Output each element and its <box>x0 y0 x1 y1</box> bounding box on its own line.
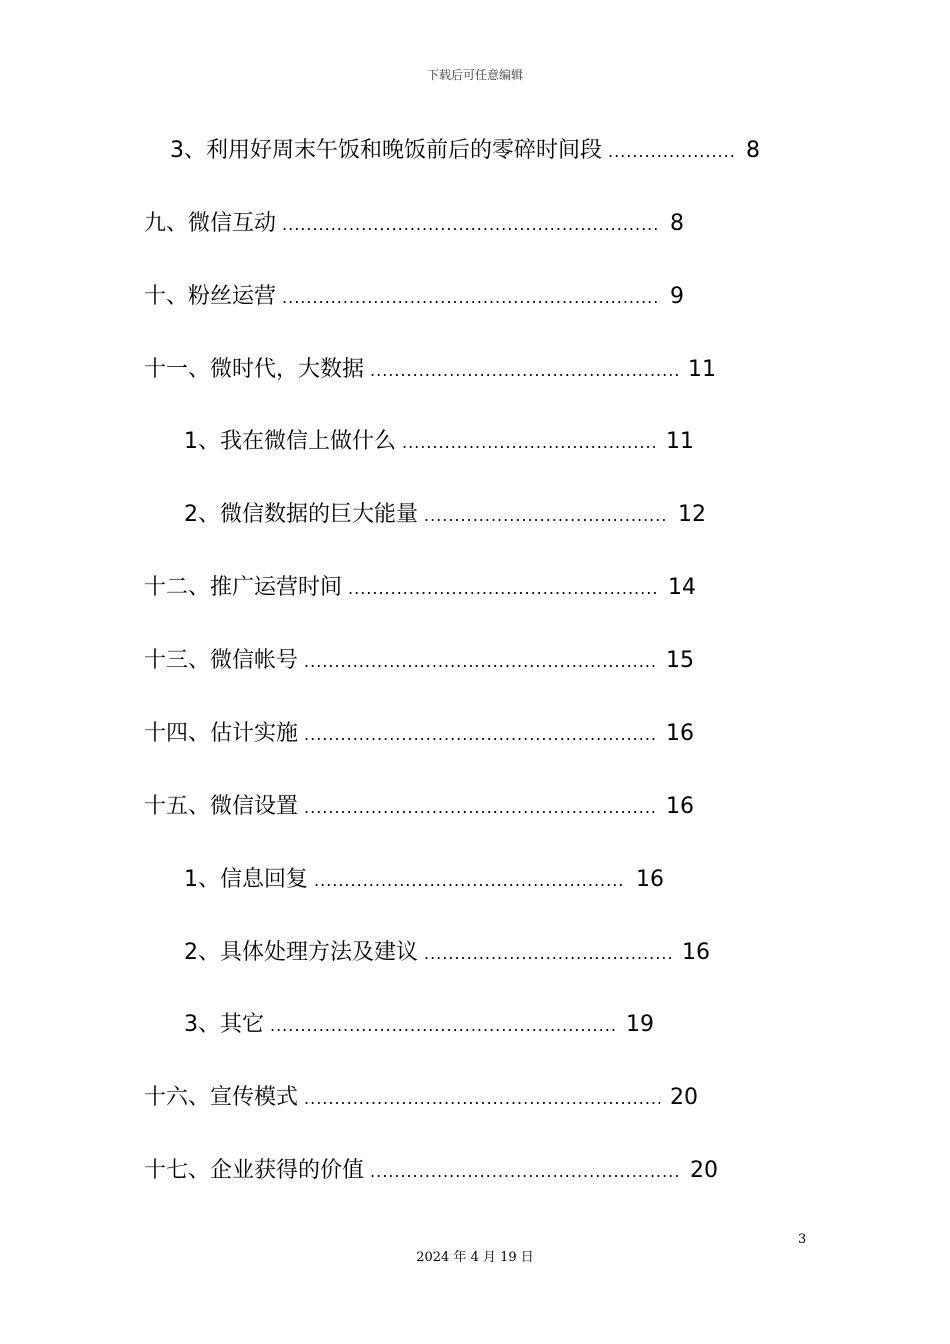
toc-entry-page: 12 <box>678 502 706 527</box>
toc-dot-leader <box>270 1010 616 1042</box>
toc-entry-page: 19 <box>626 1012 654 1037</box>
toc-dot-leader <box>424 938 672 970</box>
toc-entry-title: 3、利用好周末午饭和晚饭前后的零碎时间段 <box>170 138 602 163</box>
toc-entry-title: 2、微信数据的巨大能量 <box>184 502 418 527</box>
toc-entry[interactable] <box>184 1009 654 1041</box>
toc-dot-leader <box>304 1083 660 1115</box>
toc-dot-leader <box>424 500 668 532</box>
toc-dot-leader <box>304 646 656 678</box>
toc-entry-page: 16 <box>636 867 664 892</box>
toc-entry-page: 8 <box>746 138 760 163</box>
toc-dot-leader <box>370 355 678 387</box>
toc-dot-leader <box>282 282 660 314</box>
toc-dot-leader <box>348 573 658 605</box>
toc-entry-page: 9 <box>670 284 684 309</box>
toc-dot-leader <box>304 792 656 824</box>
toc-entry-title: 3、其它 <box>184 1012 264 1037</box>
toc-entry-title: 十四、估计实施 <box>144 721 299 746</box>
toc-entry[interactable] <box>144 1082 698 1114</box>
toc-entry-title: 十三、微信帐号 <box>144 648 299 673</box>
toc-entry[interactable] <box>184 426 694 458</box>
toc-entry[interactable] <box>184 864 664 896</box>
toc-entry-page: 11 <box>666 429 694 454</box>
toc-dot-leader <box>314 865 626 897</box>
toc-entry-title: 十、粉丝运营 <box>144 284 277 309</box>
toc-entry-title: 十一、微时代，大数据 <box>144 357 365 382</box>
toc-entry[interactable] <box>184 937 710 969</box>
toc-entry-page: 14 <box>668 575 696 600</box>
toc-entry-page: 16 <box>682 940 710 965</box>
toc-entry-page: 16 <box>666 721 694 746</box>
toc-entry-page: 8 <box>670 211 684 236</box>
toc-entry[interactable] <box>170 135 760 167</box>
toc-entry[interactable] <box>144 281 684 313</box>
toc-dot-leader <box>608 136 736 168</box>
toc-entry[interactable] <box>184 499 706 531</box>
toc-entry-title: 1、我在微信上做什么 <box>184 429 396 454</box>
toc-dot-leader <box>282 209 660 241</box>
toc-entry-title: 1、信息回复 <box>184 867 308 892</box>
toc-entry-title: 十五、微信设置 <box>144 794 299 819</box>
toc-entry-page: 16 <box>666 794 694 819</box>
toc-entry[interactable] <box>144 645 694 677</box>
toc-entry[interactable] <box>144 791 694 823</box>
toc-entry-page: 15 <box>666 648 694 673</box>
toc-entry-page: 11 <box>688 357 716 382</box>
toc-entry-title: 十六、宣传模式 <box>144 1085 299 1110</box>
toc-entry[interactable] <box>144 718 694 750</box>
toc-entry-title: 十七、企业获得的价值 <box>144 1158 365 1183</box>
toc-entry-page: 20 <box>690 1158 718 1183</box>
toc-entry[interactable] <box>144 1155 718 1187</box>
footer-date: 2024 年 4 月 19 日 <box>416 1250 534 1265</box>
page-number: 3 <box>798 1232 807 1247</box>
header-note: 下载后可任意编辑 <box>426 68 523 82</box>
toc-dot-leader <box>402 427 656 459</box>
toc-entry[interactable] <box>144 354 716 386</box>
toc-entry-page: 20 <box>670 1085 698 1110</box>
toc-dot-leader <box>304 719 656 751</box>
toc-entry-title: 九、微信互动 <box>144 211 277 236</box>
toc-entry[interactable] <box>144 572 696 604</box>
toc-entry-title: 十二、推广运营时间 <box>144 575 343 600</box>
toc-entry-title: 2、具体处理方法及建议 <box>184 940 418 965</box>
toc-dot-leader <box>370 1156 680 1188</box>
toc-entry[interactable] <box>144 208 684 240</box>
